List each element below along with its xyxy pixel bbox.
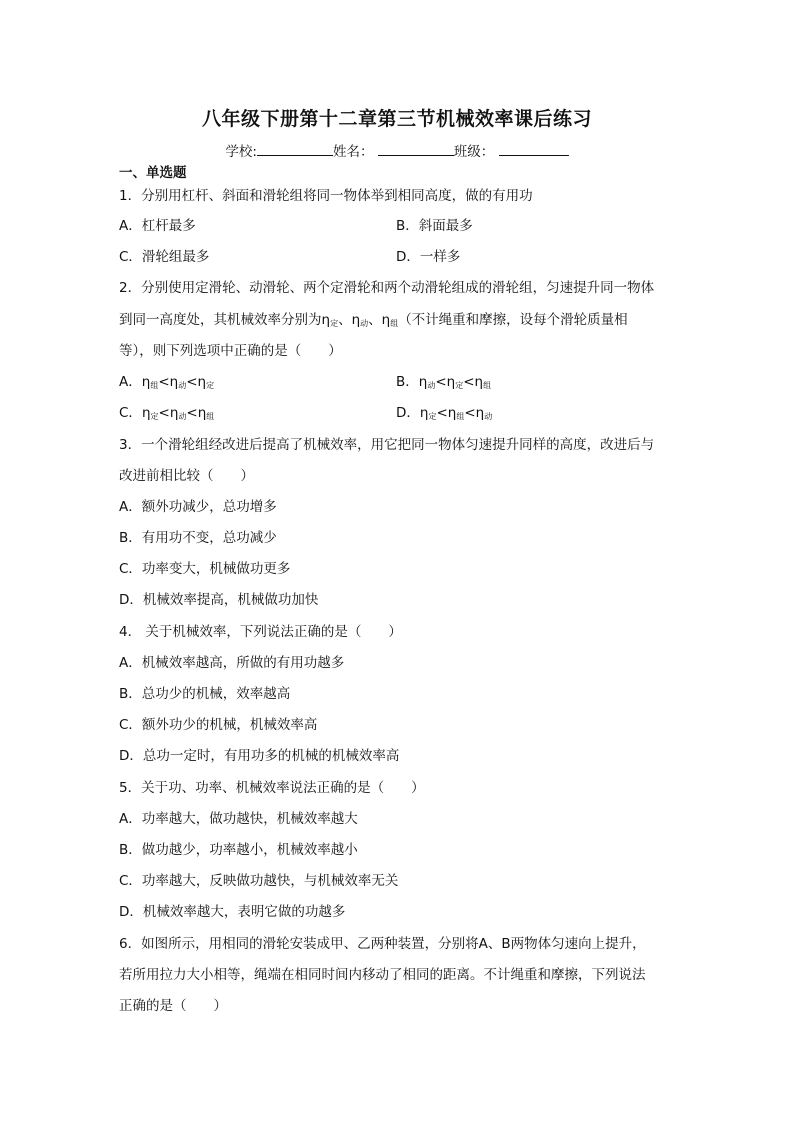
school-blank[interactable] xyxy=(257,143,333,156)
q6-line-2: 若所用拉力大小相等，绳端在相同时间内移动了相同的距离。不计绳重和摩擦，下列说法 xyxy=(119,967,646,983)
q1-option-d: D．一样多 xyxy=(396,249,461,265)
q2-option-c: C．$\eta_定<\eta_动<\eta_组$ xyxy=(119,405,215,421)
q4-option-b: B．总功少的机械，效率越高 xyxy=(119,686,291,702)
q4-stem: 4． 关于机械效率，下列说法正确的是（ ） xyxy=(119,624,402,640)
name-label: 姓名： xyxy=(332,144,374,160)
page-title: 八年级下册第十二章第三节机械效率课后练习 xyxy=(201,108,592,130)
q3-option-a: A．额外功减少，总功增多 xyxy=(119,499,277,515)
q2-option-b: B．$\eta_动<\eta_定<\eta_组$ xyxy=(396,374,492,390)
q2-option-a: A．$\eta_组<\eta_动<\eta_定$ xyxy=(119,374,215,390)
student-info-line xyxy=(0,140,794,160)
q3-line-1: 3．一个滑轮组经改进后提高了机械效率，用它把同一物体匀速提升同样的高度，改进后与 xyxy=(119,437,655,453)
q1-option-b: B．斜面最多 xyxy=(396,218,473,234)
q4-option-c: C．额外功少的机械，机械效率高 xyxy=(119,717,318,733)
q3-option-d: D．机械效率提高，机械做功加快 xyxy=(119,592,319,608)
q2-line-3: 等），则下列选项中正确的是（ ） xyxy=(119,343,342,359)
q1-stem: 1．分别用杠杆、斜面和滑轮组将同一物体举到相同高度，做的有用功 xyxy=(119,188,533,204)
q2-option-d: D．$\eta_定<\eta_组<\eta_动$ xyxy=(396,405,493,421)
q6-line-1: 6．如图所示，用相同的滑轮安装成甲、乙两种装置，分别将A、B两物体匀速向上提升， xyxy=(119,936,646,952)
q3-line-2: 改进前相比较（ ） xyxy=(119,468,254,484)
class-label: 班级： xyxy=(453,144,495,160)
school-label: 学校: xyxy=(225,144,257,160)
class-blank[interactable] xyxy=(499,143,569,156)
q3-option-b: B．有用功不变，总功减少 xyxy=(119,530,277,546)
q1-option-c: C．滑轮组最多 xyxy=(119,249,210,265)
q2-line-2: 到同一高度处，其机械效率分别为$\eta_定$、$\eta_动$、$\eta_组$（不计绳重和摩擦，设每个滑轮质量相 xyxy=(119,312,628,328)
name-blank[interactable] xyxy=(378,143,454,156)
q5-stem: 5．关于功、功率、机械效率说法正确的是（ ） xyxy=(119,780,425,796)
q5-option-d: D．机械效率越大，表明它做的功越多 xyxy=(119,904,346,920)
q5-option-b: B．做功越少，功率越小，机械效率越小 xyxy=(119,842,358,858)
q5-option-c: C．功率越大，反映做功越快，与机械效率无关 xyxy=(119,873,399,889)
q4-option-d: D．总功一定时，有用功多的机械的机械效率高 xyxy=(119,748,400,764)
q2-line-1: 2．分别使用定滑轮、动滑轮、两个定滑轮和两个动滑轮组成的滑轮组，匀速提升同一物体 xyxy=(119,280,655,296)
q1-option-a: A．杠杆最多 xyxy=(119,218,196,234)
q5-option-a: A．功率越大，做功越快，机械效率越大 xyxy=(119,811,358,827)
q3-option-c: C．功率变大，机械做功更多 xyxy=(119,561,291,577)
q4-option-a: A．机械效率越高，所做的有用功越多 xyxy=(119,655,345,671)
q6-line-3: 正确的是（ ） xyxy=(119,998,227,1014)
section-heading: 一、单选题 xyxy=(119,165,187,181)
